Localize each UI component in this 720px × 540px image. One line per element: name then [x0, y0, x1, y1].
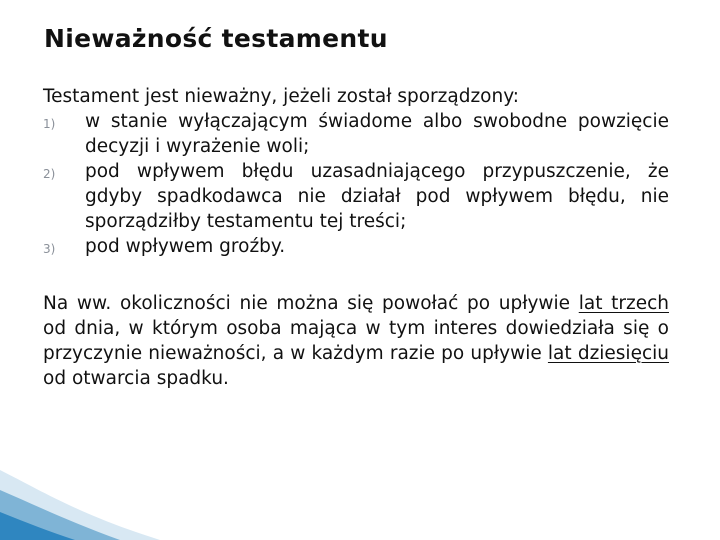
- slide-content: [43, 84, 669, 410]
- list-item-text: pod wpływem błędu uzasadniającego przypuszczenie, że gdyby spadkodawca nie działał pod wpływem błędu, nie sporządziłby testamentu tej treści;: [85, 161, 669, 232]
- paragraph-part-3: od otwarcia spadku.: [43, 368, 229, 389]
- corner-wave-decoration: [0, 450, 160, 540]
- slide-title: Nieważność testamentu: [44, 24, 388, 53]
- underlined-three-years: lat trzech: [578, 293, 669, 314]
- underlined-ten-years: lat dziesięciu: [547, 343, 669, 364]
- list-item-text: w stanie wyłączającym świadome albo swobodne powzięcie decyzji i wyrażenie woli;: [85, 111, 669, 157]
- list-item: [43, 159, 669, 234]
- paragraph-part-2: od dnia, w którym osoba mająca w tym interes dowiedziała się o przyczynie nieważności, a w każdym razie po upływie: [43, 318, 669, 364]
- list-number: 1): [43, 117, 56, 131]
- conditions-list: [43, 109, 669, 259]
- list-item: [43, 109, 669, 159]
- intro-text: Testament jest nieważny, jeżeli został sporządzony:: [43, 86, 520, 107]
- list-number: 3): [43, 242, 56, 256]
- list-number: 2): [43, 167, 56, 181]
- deadline-paragraph: [43, 291, 669, 391]
- list-item: [43, 234, 669, 259]
- paragraph-part-1: Na ww. okoliczności nie można się powołać po upływie: [43, 293, 579, 314]
- list-item-text: pod wpływem groźby.: [85, 236, 286, 257]
